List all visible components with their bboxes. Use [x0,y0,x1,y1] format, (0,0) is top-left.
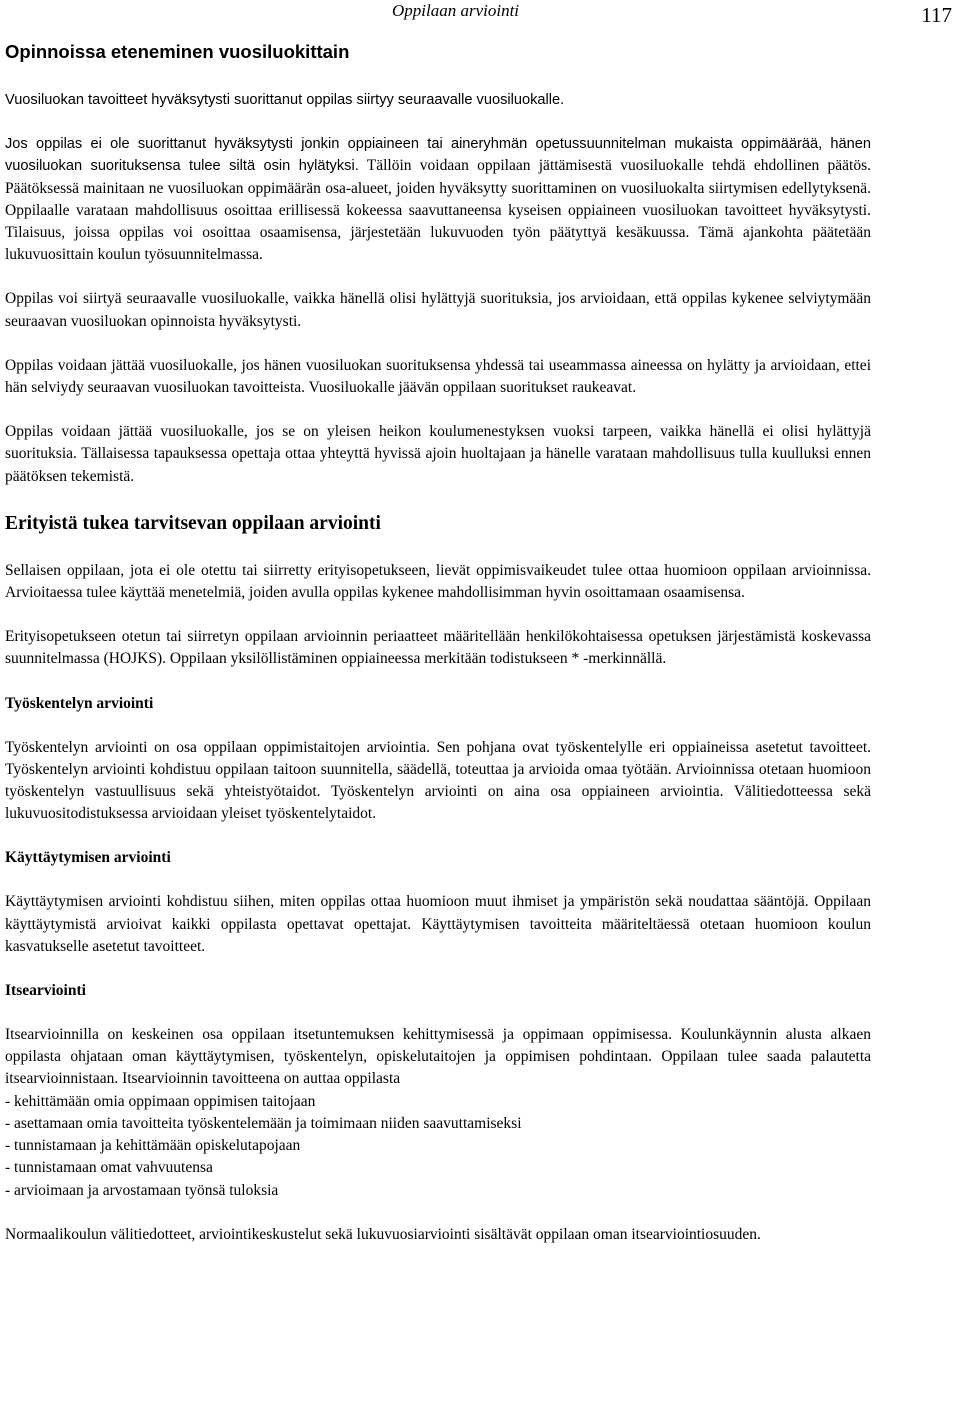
paragraph-promotion: Vuosiluokan tavoitteet hyväksytysti suorittanut oppilas siirtyy seuraavalle vuosiluokalle. [5,92,565,108]
paragraph-retention-general: Oppilas voidaan jättää vuosiluokalle, jos se on yleisen heikon koulumenestyksen vuoksi tarpeen, vaikka hänellä ei olisi hylättyjä suorituksia. Tällaisessa tapauksessa opettaja ottaa yhteyttä hyvissä ajoin huoltajaan ja hänelle varataan mahdollisuus tulla kuulluksi ennen päätöksen tekemistä. [5,423,871,485]
paragraph-special-support-2: Erityisopetukseen otetun tai siirretyn oppilaan arvioinnin periaatteet määritellään henkilökohtaisessa opetuksen järjestämistä koskevassa suunnitelmassa (HOJKS). Oppilaan yksilöllistäminen oppiaineessa merkitään todistukseen * -merkinnällä. [5,628,871,668]
paragraph-special-support-1: Sellaisen oppilaan, jota ei ole otettu tai siirretty erityisopetukseen, lievät oppimisvaikeudet tulee ottaa huomioon oppilaan arvioinnissa. Arvioitaessa tulee käyttää menetelmiä, joiden avulla oppilas kykenee mahdollisimman hyvin osoittamaan osaamisensa. [5,561,871,602]
section-title: Opinnoissa eteneminen vuosiluokittain [5,41,350,62]
paragraph-conditional-promotion: Oppilas voi siirtyä seuraavalle vuosiluokalle, vaikka hänellä olisi hylättyjä suorituksia, jos arvioidaan, että oppilas kykenee selviytymään seuraavan vuosiluokan opinnoista hyväksytysti. [5,290,871,330]
heading-work-assessment: Työskentelyn arviointi [5,694,154,712]
heading-special-support: Erityistä tukea tarvitsevan oppilaan arviointi [5,512,381,534]
paragraph-failed-subject-part1: Jos oppilas ei ole suorittanut hyväksytysti jonkin oppiaineen tai aineryhmän opetussuunnitelman mukaista oppimäärää, hänen vuosiluokan suorituksensa tulee siltä osin hylätyksi. [5,136,871,175]
page-number: 117 [921,3,952,27]
self-assessment-goals-list [5,1091,871,1202]
paragraph-failed-subject-part2: Tällöin voidaan oppilaan jättämisestä vuosiluokalle tehdä ehdollinen päätös. Päätöksessä mainitaan ne vuosiluokan oppimäärän osa-alueet, joiden hyväksytty suorittaminen on vuosiluokalta siirtymisen edellytyksenä. Oppilaalle varataan mahdollisuus osoittaa erillisessä kokeessa saavuttaneensa kyseisen oppiaineen vuosiluokan tavoitteet hyväksytysti. Tilaisuus, joissa oppilas voi osoittaa osaamisensa, järjestetään lukuvuoden työn päätyttyä kesäkuussa. Tämä ajankohta päätetään lukuvuosittain koulun työsuunnitelmassa. [5,157,871,264]
document-body [5,89,871,1246]
paragraph-failed-subject [5,133,871,266]
list-item: - tunnistamaan omat vahvuutensa [5,1159,213,1177]
heading-self-assessment: Itsearviointi [5,982,86,1000]
list-item: - asettamaan omia tavoitteita työskentelemään ja toimimaan niiden saavuttamiseksi [5,1114,522,1132]
paragraph-self-assessment-closing: Normaalikoulun välitiedotteet, arviointikeskustelut sekä lukuvuosiarviointi sisältävät oppilaan oman itsearviointiosuuden. [5,1225,761,1243]
paragraph-retention: Oppilas voidaan jättää vuosiluokalle, jos hänen vuosiluokan suorituksensa yhdessä tai useammassa aineessa on hylätty ja arvioidaan, ettei hän selviydy seuraavan vuosiluokan tavoitteista. Vuosiluokalle jäävän oppilaan suoritukset raukeavat. [5,356,871,397]
paragraph-self-assessment: Itsearvioinnilla on keskeinen osa oppilaan itsetuntemuksen kehittymisessä ja oppimaan oppimisessa. Koulunkäynnin alusta alkaen oppilasta ohjataan oman käyttäytymisen, työskentelyn, opiskelutaitojen ja oppimisen pohdintaan. Oppilaan tulee saada palautetta itsearvioinnistaan. Itsearvioinnin tavoitteena on auttaa oppilasta [5,1026,871,1088]
paragraph-work-assessment: Työskentelyn arviointi on osa oppilaan oppimistaitojen arviointia. Sen pohjana ovat työskentelylle eri oppiaineissa asetetut tavoitteet. Työskentelyn arviointi kohdistuu oppilaan taitoon suunnitella, säädellä, toteuttaa ja arvioida omaa työtään. Arvioinnissa otetaan huomioon työskentelyn vastuullisuus sekä yhteistyötaidot. Työskentelyn arviointi on aina osa oppiaineen arviointia. Välitiedotteessa sekä lukuvuositodistuksessa arvioidaan yleiset työskentelytaidot. [5,738,871,823]
list-item: - arvioimaan ja arvostamaan työnsä tuloksia [5,1181,279,1199]
running-header-label: Oppilaan arviointi [392,1,520,20]
heading-behavior-assessment: Käyttäytymisen arviointi [5,849,171,867]
list-item: - tunnistamaan ja kehittämään opiskelutapojaan [5,1137,301,1155]
list-item: - kehittämään omia oppimaan oppimisen taitojaan [5,1092,316,1110]
paragraph-behavior-assessment: Käyttäytymisen arviointi kohdistuu siihen, miten oppilas ottaa huomioon muut ihmiset ja ympäristön sekä noudattaa sääntöjä. Oppilaan käyttäytymistä arvioivat kaikki oppilasta opettavat opettajat. Käyttäytymisen tavoitteita määriteltäessä otetaan huomioon koulun kasvatukselle asetetut tavoitteet. [5,893,871,955]
